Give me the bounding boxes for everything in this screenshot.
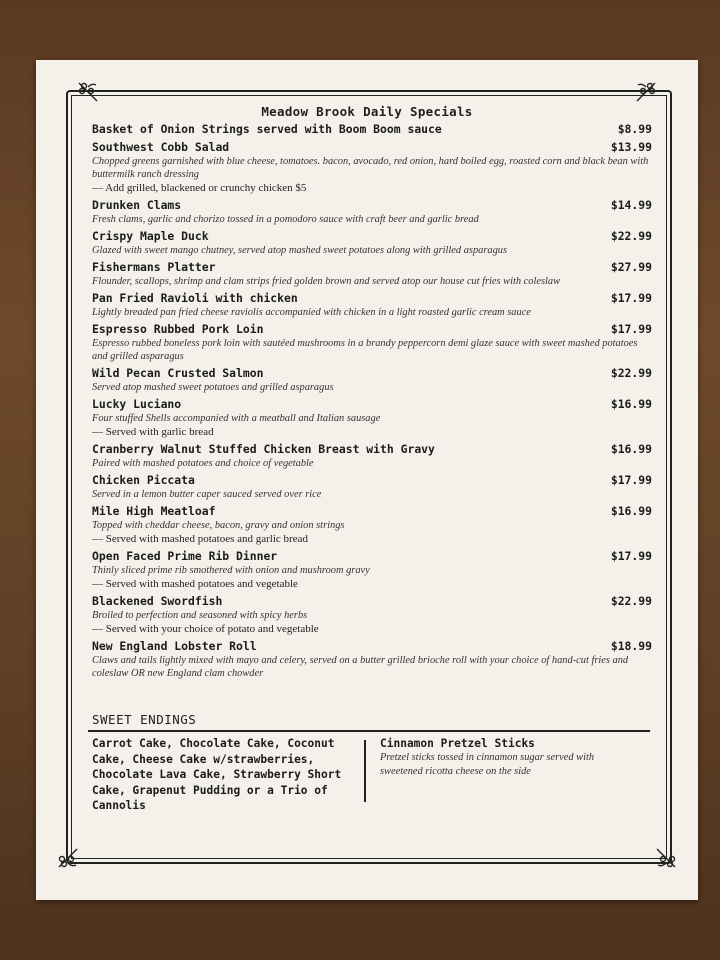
- item-price: $17.99: [610, 473, 652, 487]
- specials-list: [92, 122, 652, 683]
- item-addon: — Served with mashed potatoes and garlic bread: [92, 533, 308, 545]
- item-price: $17.99: [610, 291, 652, 305]
- item-name: New England Lobster Roll: [92, 639, 257, 653]
- item-name: Chicken Piccata: [92, 473, 195, 487]
- dessert-special: [380, 736, 610, 779]
- menu-item: [92, 442, 652, 470]
- item-price: $16.99: [610, 397, 652, 411]
- menu-item: [92, 140, 652, 195]
- item-name: Crispy Maple Duck: [92, 229, 209, 243]
- divider: [88, 730, 650, 732]
- floral-ornament-icon: [56, 846, 80, 870]
- item-name: Southwest Cobb Salad: [92, 140, 230, 154]
- item-name: Mile High Meatloaf: [92, 504, 216, 518]
- menu-paper: [36, 60, 698, 900]
- item-name: Open Faced Prime Rib Dinner: [92, 549, 278, 563]
- item-price: $17.99: [610, 322, 652, 336]
- item-name: Espresso Rubbed Pork Loin: [92, 322, 264, 336]
- item-price: $8.99: [617, 122, 652, 136]
- menu-item: [92, 504, 652, 546]
- menu-item: [92, 291, 652, 319]
- item-addon: — Add grilled, blackened or crunchy chicken $5: [92, 182, 307, 194]
- menu-item: [92, 366, 652, 394]
- item-price: $22.99: [610, 594, 652, 608]
- menu-item: [92, 322, 652, 363]
- item-price: $14.99: [610, 198, 652, 212]
- item-price: $16.99: [610, 504, 652, 518]
- item-price: $27.99: [610, 260, 652, 274]
- menu-item: [92, 594, 652, 636]
- menu-item: [92, 473, 652, 501]
- menu-item: [92, 397, 652, 439]
- menu-item: [92, 198, 652, 226]
- item-description: Chopped greens garnished with blue cheese, tomatoes. bacon, avocado, red onion, hard boiled egg, roasted corn and black bean with buttermilk ranch dressing: [92, 156, 649, 180]
- item-description: Four stuffed Shells accompanied with a meatball and Italian sausage: [92, 413, 381, 424]
- item-price: $22.99: [610, 366, 652, 380]
- item-description: Served in a lemon butter caper sauced served over rice: [92, 489, 322, 500]
- item-description: Topped with cheddar cheese, bacon, gravy and onion strings: [92, 520, 345, 531]
- menu-item: [92, 229, 652, 257]
- item-name: Drunken Clams: [92, 198, 182, 212]
- item-name: Blackened Swordfish: [92, 594, 223, 608]
- divider: [364, 740, 366, 802]
- floral-ornament-icon: [654, 846, 678, 870]
- item-name: Cranberry Walnut Stuffed Chicken Breast with Gravy: [92, 442, 435, 456]
- item-description: Paired with mashed potatoes and choice of vegetable: [92, 458, 314, 469]
- floral-ornament-icon: [634, 80, 658, 104]
- item-description: Served atop mashed sweet potatoes and grilled asparagus: [92, 382, 334, 393]
- item-addon: — Served with mashed potatoes and vegetable: [92, 578, 298, 590]
- dessert-list: Carrot Cake, Chocolate Cake, Coconut Cake, Cheese Cake w/strawberries, Chocolate Lava Cake, Strawberry Short Cake, Grapenut Pudding or a Trio of Cannolis: [92, 737, 342, 812]
- item-price: $18.99: [610, 639, 652, 653]
- item-price: $17.99: [610, 549, 652, 563]
- item-description: Thinly sliced prime rib smothered with onion and mushroom gravy: [92, 565, 370, 576]
- item-description: Claws and tails lightly mixed with mayo and celery, served on a butter grilled brioche roll with your choice of hand-cut fries and coleslaw OR new England clam chowder: [92, 655, 629, 679]
- item-description: Flounder, scallops, shrimp and clam strips fried golden brown and served atop our house cut fries with coleslaw: [92, 276, 561, 287]
- item-price: $16.99: [610, 442, 652, 456]
- dessert-special-name: Cinnamon Pretzel Sticks: [380, 737, 535, 750]
- sweet-endings-title: SWEET ENDINGS: [92, 712, 197, 727]
- item-addon: — Served with your choice of potato and vegetable: [92, 623, 319, 635]
- item-price: $13.99: [610, 140, 652, 154]
- menu-item: [92, 122, 652, 137]
- menu-item: [92, 639, 652, 680]
- menu-title: Meadow Brook Daily Specials: [261, 104, 473, 119]
- dessert-special-desc: Pretzel sticks tossed in cinnamon sugar served with sweetened ricotta cheese on the side: [380, 752, 595, 777]
- item-description: Fresh clams, garlic and chorizo tossed in a pomodoro sauce with craft beer and garlic bread: [92, 214, 479, 225]
- item-description: Lightly breaded pan fried cheese raviolis accompanied with chicken in a light roasted garlic cream sauce: [92, 307, 531, 318]
- item-name: Lucky Luciano: [92, 397, 182, 411]
- item-description: Espresso rubbed boneless pork loin with sautéed mushrooms in a brandy peppercorn demi glaze sauce with sweet mashed potatoes and grilled asparagus: [92, 338, 638, 362]
- menu-item: [92, 549, 652, 591]
- floral-ornament-icon: [76, 80, 100, 104]
- item-name: Basket of Onion Strings served with Boom Boom sauce: [92, 122, 442, 136]
- item-description: Broiled to perfection and seasoned with spicy herbs: [92, 610, 308, 621]
- item-price: $22.99: [610, 229, 652, 243]
- item-description: Glazed with sweet mango chutney, served atop mashed sweet potatoes along with grilled asparagus: [92, 245, 508, 256]
- menu-item: [92, 260, 652, 288]
- item-addon: — Served with garlic bread: [92, 426, 214, 438]
- item-name: Pan Fried Ravioli with chicken: [92, 291, 298, 305]
- item-name: Wild Pecan Crusted Salmon: [92, 366, 264, 380]
- item-name: Fishermans Platter: [92, 260, 216, 274]
